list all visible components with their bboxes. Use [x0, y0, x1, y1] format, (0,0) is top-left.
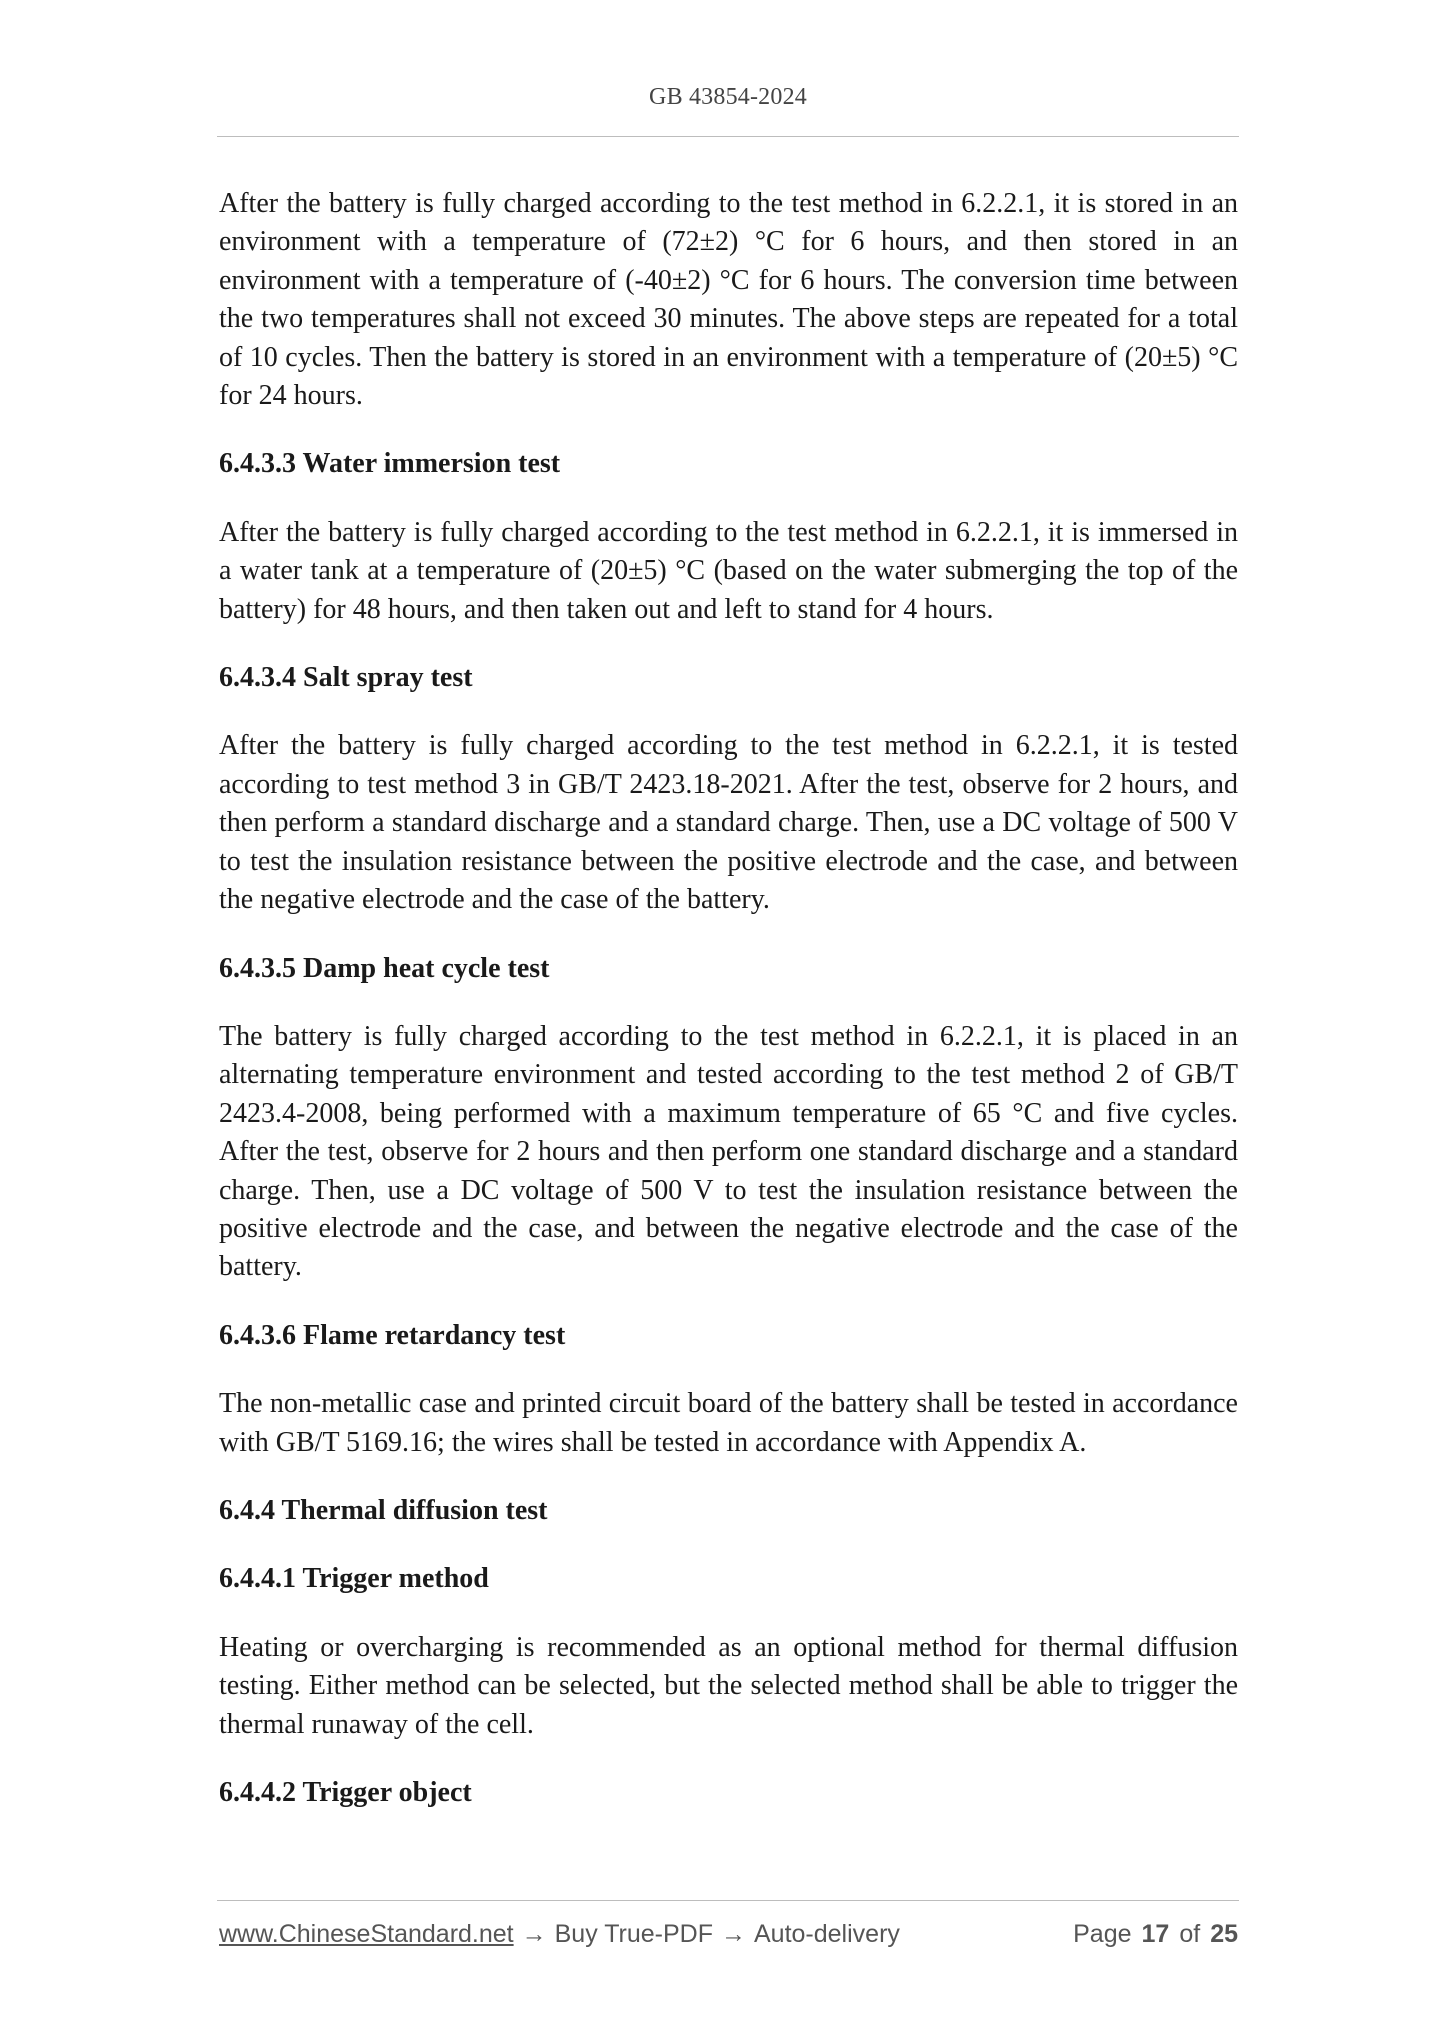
buy-true-pdf-text: Buy True-PDF [554, 1920, 713, 1948]
paragraph-water-immersion: After the battery is fully charged according to the test method in 6.2.2.1, it is immersed in a water tank at a temperature of (20±5) °C (based on the water submerging the top of the battery) for 48 hours, and then taken out and left to stand for 4 hours. [219, 516, 1238, 625]
document-body [219, 185, 1238, 1842]
heading-damp-heat-cycle-test: 6.4.3.5 Damp heat cycle test [219, 952, 550, 984]
of-label: of [1179, 1920, 1201, 1948]
heading-water-immersion-test: 6.4.3.3 Water immersion test [219, 448, 561, 480]
page-header-doc-id: GB 43854-2024 [649, 84, 807, 110]
paragraph-damp-heat-cycle: The battery is fully charged according to the test method in 6.2.2.1, it is placed in an alternating temperature environment and tested according to the test method 2 of GB/T 2423.4-2008, being performed with a maximum temperature of 65 °C and five cycles. After the test, observe for 2 hours and then perform one standard discharge and a standard charge. Then, use a DC voltage of 500 V to test the insulation resistance between the positive electrode and the case, and between the negative electrode and the case of the battery. [219, 1020, 1238, 1283]
header-divider [217, 136, 1239, 137]
total-pages-number: 25 [1210, 1920, 1238, 1948]
arrow-right-icon: → [521, 1920, 547, 1948]
auto-delivery-text: Auto-delivery [754, 1920, 900, 1948]
heading-salt-spray-test: 6.4.3.4 Salt spray test [219, 662, 473, 694]
footer-promo [219, 1916, 900, 1952]
heading-trigger-object: 6.4.4.2 Trigger object [219, 1777, 472, 1808]
page-label: Page [1073, 1920, 1132, 1948]
page-indicator [1073, 1916, 1238, 1952]
heading-trigger-method: 6.4.4.1 Trigger method [219, 1563, 489, 1595]
heading-flame-retardancy-test: 6.4.3.6 Flame retardancy test [219, 1319, 566, 1351]
chinesestandard-link[interactable]: www.ChineseStandard.net [219, 1920, 514, 1948]
page-footer [219, 1916, 1238, 1952]
paragraph-thermal-cycle: After the battery is fully charged according to the test method in 6.2.2.1, it is stored in an environment with a temperature of (72±2) °C for 6 hours, and then stored in an environment with a temperature of (-40±2) °C for 6 hours. The conversion time between the two temperatures shall not exceed 30 minutes. The above steps are repeated for a total of 10 cycles. Then the battery is stored in an environment with a temperature of (20±5) °C for 24 hours. [219, 188, 1238, 412]
paragraph-salt-spray: After the battery is fully charged according to the test method in 6.2.2.1, it is tested according to test method 3 in GB/T 2423.18-2021. After the test, observe for 2 hours, and then perform a standard discharge and a standard charge. Then, use a DC voltage of 500 V to test the insulation resistance between the positive electrode and the case, and between the negative electrode and the case of the battery. [219, 730, 1238, 916]
paragraph-flame-retardancy: The non-metallic case and printed circuit board of the battery shall be tested in accordance with GB/T 5169.16; the wires shall be tested in accordance with Appendix A. [219, 1388, 1238, 1458]
current-page-number: 17 [1141, 1920, 1170, 1948]
arrow-right-icon: → [721, 1920, 746, 1948]
heading-thermal-diffusion-test: 6.4.4 Thermal diffusion test [219, 1494, 548, 1526]
footer-divider [217, 1900, 1239, 1901]
paragraph-trigger-method: Heating or overcharging is recommended as an optional method for thermal diffusion testing. Either method can be selected, but the selected method shall be able to trigger the thermal runaway of the cell. [219, 1631, 1238, 1740]
